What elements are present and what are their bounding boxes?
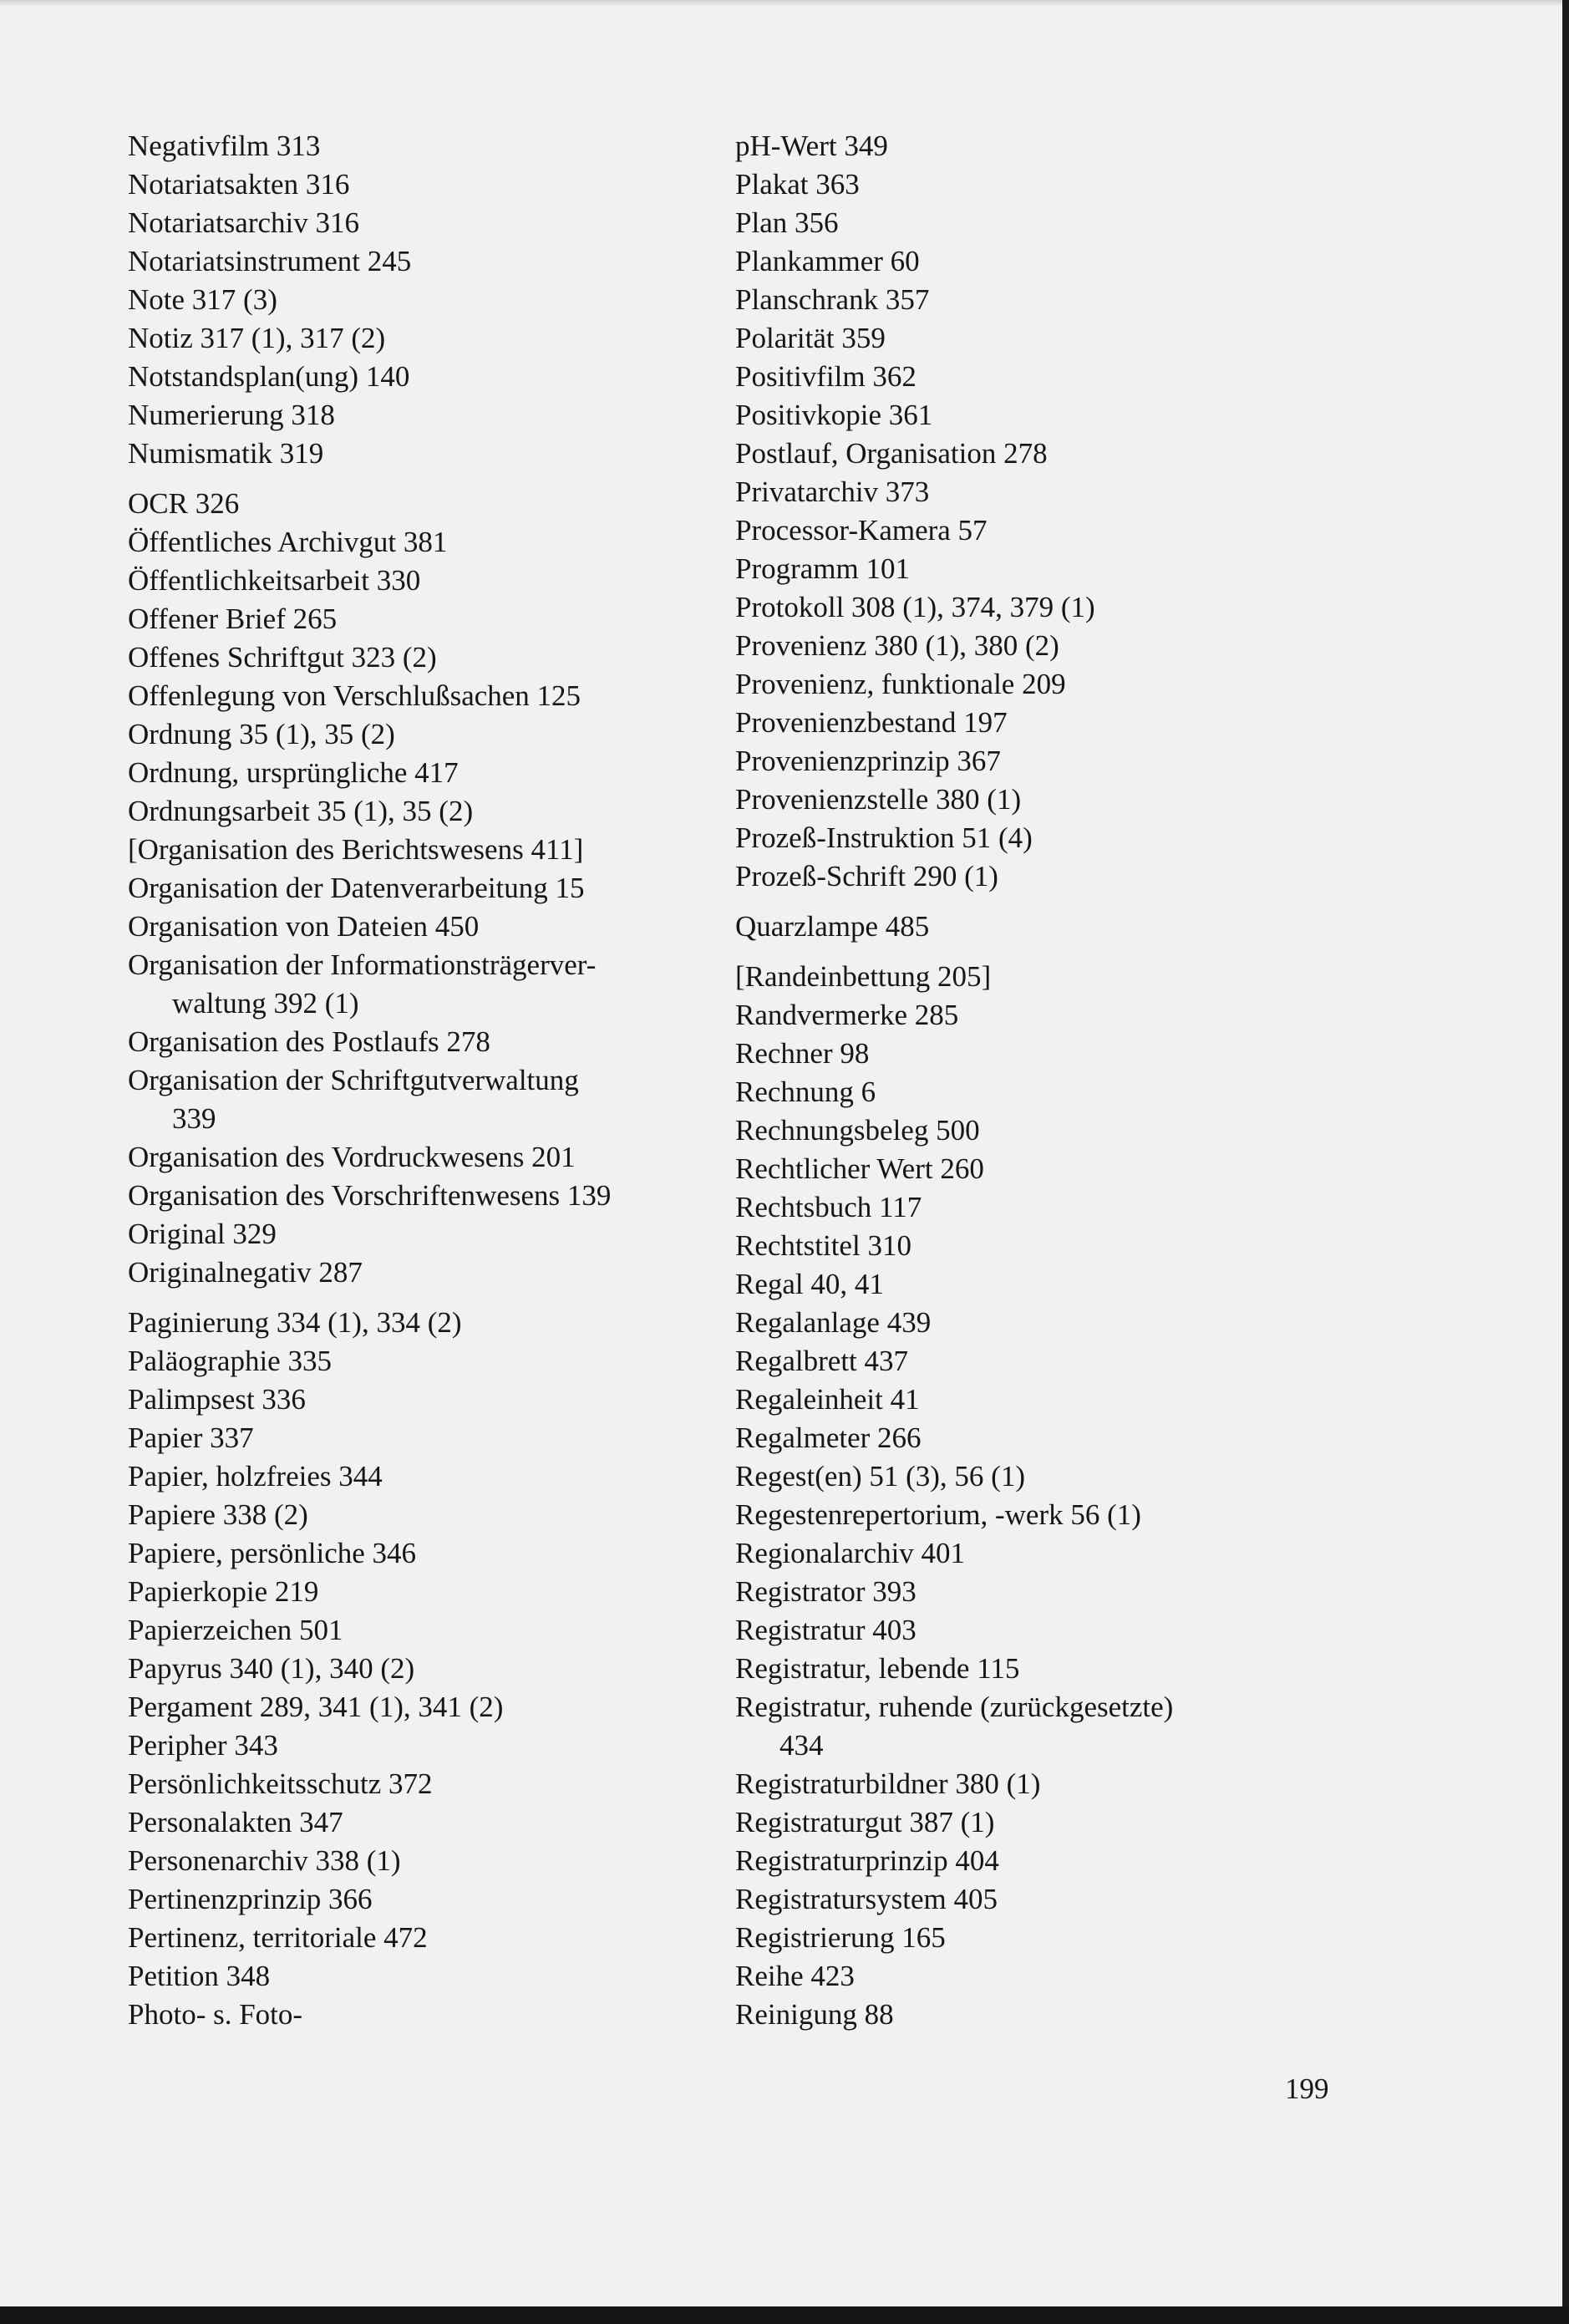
index-entry: Organisation des Vorschriftenwesens 139 [128,1179,612,1212]
index-entry: Plan 356 [735,206,839,239]
index-column-left [128,127,738,2034]
index-entry: Regalbrett 437 [735,1345,909,1377]
index-entry: Rechner 98 [735,1037,870,1070]
index-entry: Pergament 289, 341 (1), 341 (2) [128,1691,504,1723]
index-entry: Registratursystem 405 [735,1883,998,1915]
index-entry: Organisation der Informationsträgerver- [128,948,597,981]
index-entry: Organisation von Dateien 450 [128,910,480,943]
index-entry: Personenarchiv 338 (1) [128,1844,401,1877]
index-entry: Paläographie 335 [128,1345,332,1377]
index-entry: Persönlichkeitsschutz 372 [128,1767,433,1800]
index-entry: Negativfilm 313 [128,130,321,162]
index-entry: Prozeß-Schrift 290 (1) [735,860,998,892]
index-entry: Plakat 363 [735,168,860,201]
index-entry: Notstandsplan(ung) 140 [128,360,410,393]
index-entry: Registratur 403 [735,1614,917,1646]
index-entry: Organisation des Vordruckwesens 201 [128,1141,576,1173]
index-entry: Quarzlampe 485 [735,910,930,943]
index-entry: Öffentlichkeitsarbeit 330 [128,564,421,597]
index-entry: Original 329 [128,1218,277,1250]
index-entry: Offenlegung von Verschlußsachen 125 [128,679,581,712]
index-entry: Paginierung 334 (1), 334 (2) [128,1306,462,1339]
index-entry: Registraturprinzip 404 [735,1844,999,1877]
index-entry: Papier 337 [128,1421,254,1454]
index-entry: Peripher 343 [128,1729,278,1762]
index-entry: Protokoll 308 (1), 374, 379 (1) [735,591,1095,623]
index-entry: Papier, holzfreies 344 [128,1460,383,1493]
index-entry: Plankammer 60 [735,245,920,277]
index-entry: Ordnung, ursprüngliche 417 [128,756,459,789]
index-entry: Regalanlage 439 [735,1306,932,1339]
index-entry: Papierzeichen 501 [128,1614,343,1646]
index-entry: Organisation des Postlaufs 278 [128,1025,490,1058]
index-entry: Notariatsakten 316 [128,168,350,201]
letter-group-gap [735,896,1337,908]
index-entry: Note 317 (3) [128,283,277,316]
index-entry: Privatarchiv 373 [735,475,930,508]
letter-group-gap [128,473,738,485]
index-entry: Palimpsest 336 [128,1383,306,1416]
index-entry: Originalnegativ 287 [128,1256,363,1289]
index-entry: Positivfilm 362 [735,360,917,393]
index-entry: Prozeß-Instruktion 51 (4) [735,821,1033,854]
index-entry: Personalakten 347 [128,1806,343,1838]
index-entry: Notariatsarchiv 316 [128,206,359,239]
index-entry: Planschrank 357 [735,283,930,316]
index-entry: Provenienzprinzip 367 [735,745,1001,777]
letter-group-gap [128,1292,738,1304]
index-entry: Provenienzstelle 380 (1) [735,783,1022,816]
index-entry: Organisation der Datenverarbeitung 15 [128,872,585,904]
index-entry: pH-Wert 349 [735,130,888,162]
index-entry: Processor-Kamera 57 [735,514,988,547]
index-entry: Papiere 338 (2) [128,1498,308,1531]
page-number: 199 [1285,2072,1329,2105]
index-entry: Registratur, lebende 115 [735,1652,1020,1685]
index-entry: Registrierung 165 [735,1921,946,1954]
index-entry-continuation: waltung 392 (1) [172,987,359,1020]
index-entry: Offenes Schriftgut 323 (2) [128,641,437,674]
index-entry: Polarität 359 [735,322,886,354]
index-entry: Randvermerke 285 [735,999,959,1031]
page-top-shadow [0,0,1562,7]
scan-bottom-edge [0,2306,1569,2324]
index-entry: Regestenrepertorium, -werk 56 (1) [735,1498,1141,1531]
index-entry-continuation: 434 [779,1729,824,1762]
index-entry: Rechtsbuch 117 [735,1191,922,1223]
index-entry: Öffentliches Archivgut 381 [128,526,448,558]
letter-group-gap [735,946,1337,958]
index-entry: Regest(en) 51 (3), 56 (1) [735,1460,1025,1493]
index-entry: Notiz 317 (1), 317 (2) [128,322,386,354]
index-entry: Registrator 393 [735,1575,917,1608]
index-entry: Rechnungsbeleg 500 [735,1114,980,1147]
index-entry: Papiere, persönliche 346 [128,1537,417,1569]
index-entry: Numismatik 319 [128,437,324,470]
index-entry: Papierkopie 219 [128,1575,319,1608]
index-entry: [Randeinbettung 205] [735,960,992,993]
index-entry: Organisation der Schriftgutverwaltung [128,1064,579,1096]
index-entry: Regalmeter 266 [735,1421,922,1454]
index-entry: Offener Brief 265 [128,603,338,635]
index-entry: Reihe 423 [735,1960,855,1992]
index-entry: Numerierung 318 [128,399,335,431]
index-entry: Reinigung 88 [735,1998,894,2031]
index-entry: Provenienz 380 (1), 380 (2) [735,629,1059,662]
index-entry: Pertinenzprinzip 366 [128,1883,373,1915]
index-entry: Regal 40, 41 [735,1268,884,1300]
index-entry: Provenienzbestand 197 [735,706,1008,739]
index-entry: Rechtlicher Wert 260 [735,1152,984,1185]
index-entry: Rechtstitel 310 [735,1229,911,1262]
index-entry: Regionalarchiv 401 [735,1537,966,1569]
index-entry: Photo- s. Foto- [128,1998,303,2031]
index-entry: Petition 348 [128,1960,271,1992]
index-entry: Registraturbildner 380 (1) [735,1767,1041,1800]
index-entry: Rechnung 6 [735,1076,876,1108]
index-entry: Programm 101 [735,552,911,585]
index-entry: Provenienz, funktionale 209 [735,668,1066,700]
index-entry: Postlauf, Organisation 278 [735,437,1048,470]
index-entry: Positivkopie 361 [735,399,933,431]
index-entry: Pertinenz, territoriale 472 [128,1921,428,1954]
index-entry: Registraturgut 387 (1) [735,1806,995,1838]
index-entry: [Organisation des Berichtswesens 411] [128,833,584,866]
index-entry-continuation: 339 [172,1102,216,1135]
index-entry: Papyrus 340 (1), 340 (2) [128,1652,415,1685]
index-entry: Regaleinheit 41 [735,1383,920,1416]
index-entry: Registratur, ruhende (zurückgesetzte) [735,1691,1174,1723]
index-entry: Ordnungsarbeit 35 (1), 35 (2) [128,795,474,827]
index-entry: OCR 326 [128,487,240,520]
index-entry: Ordnung 35 (1), 35 (2) [128,718,395,750]
index-column-right [735,127,1337,2034]
index-entry: Notariatsinstrument 245 [128,245,412,277]
